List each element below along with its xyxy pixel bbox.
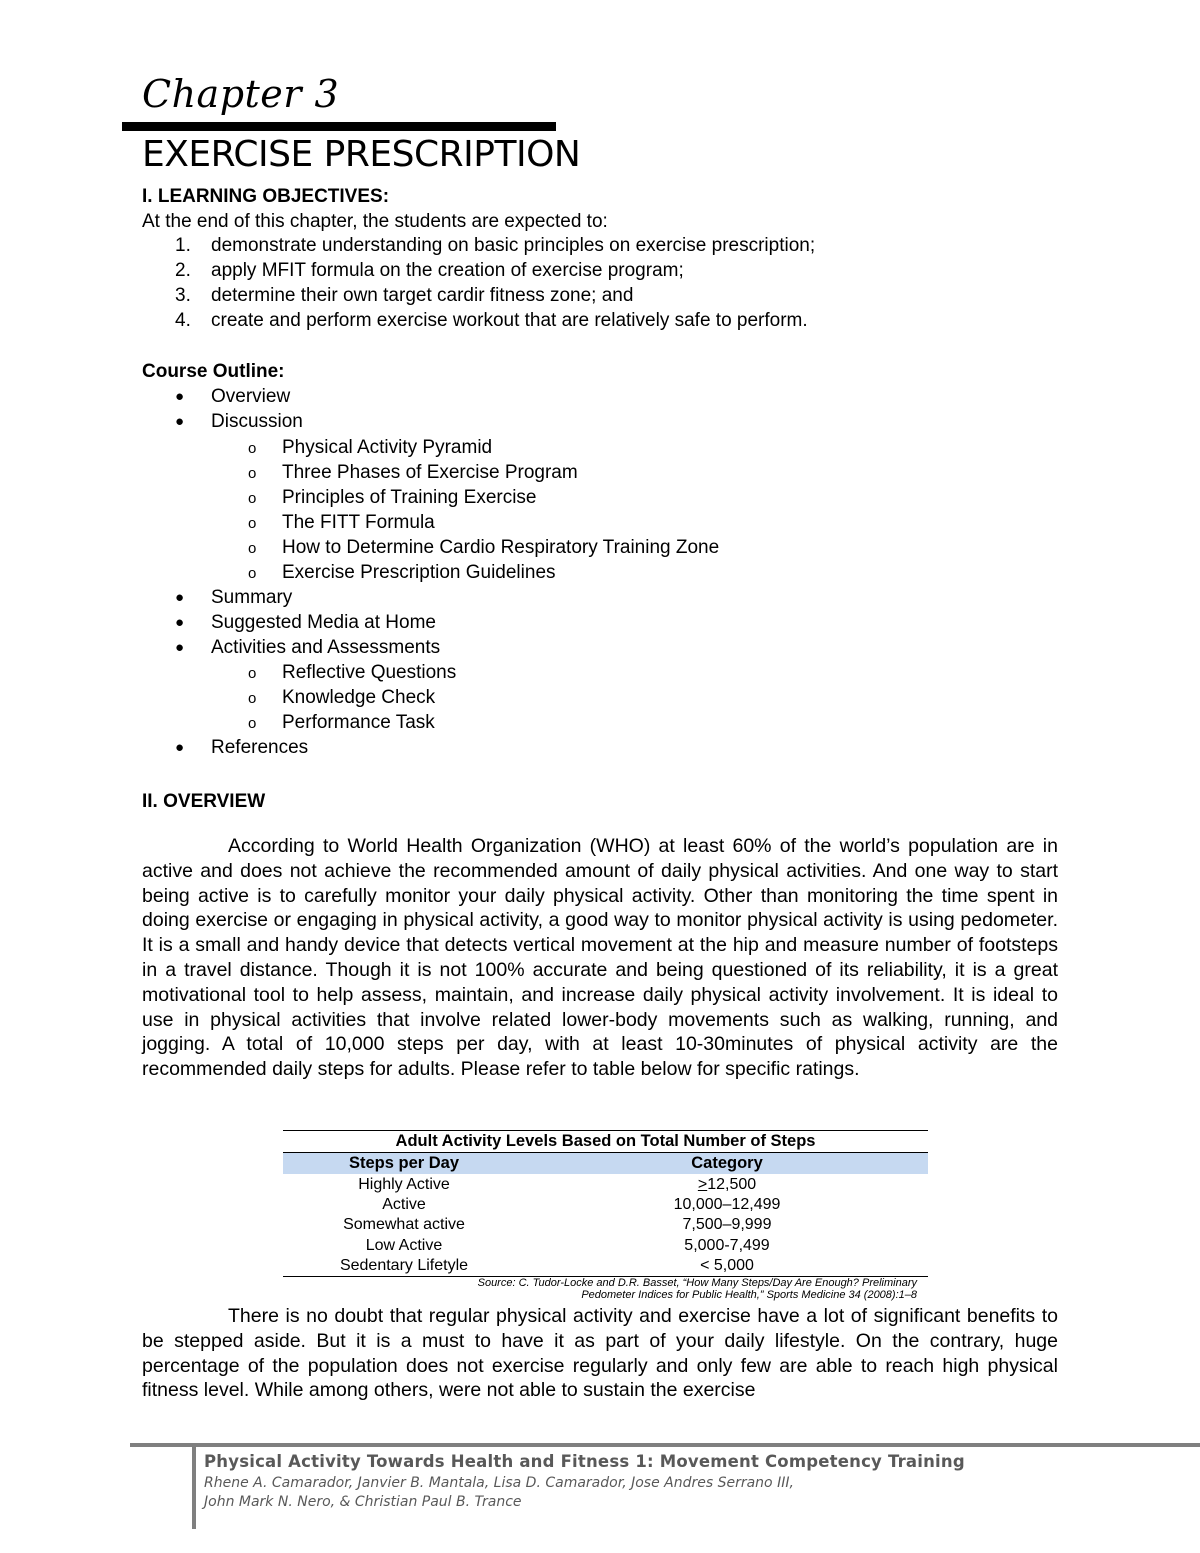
overview-paragraph: According to World Health Organization (WHO) at least 60% of the world’s population are in active and does not achieve the recommended amount of daily physical activities. And one way to start being active is to carefully monitor your daily physical activity. Other than monitoring the time spent in doing exercise or engaging in physical activity, a good way to monitor physical activity is using pedometer. It is a small and handy device that detects vertical movement at the hip and measure number of footsteps in a travel distance. Though it is not 100% accurate and being questioned of its reliability, it is a great motivational tool to help assess, maintain, and increase daily physical activity involvement. It is ideal to use in physical activities that involve related lower-body movements such as walking, running, and jogging. A total of 10,000 steps per day, with at least 10-30minutes of physical activity are the recommended daily steps for adults. Please refer to table below for specific ratings.	[142, 835, 1058, 1081]
table-cell: Low Active	[365, 1236, 443, 1254]
circle-bullet-icon: o	[248, 539, 257, 557]
objective-item: 3. determine their own target cardir fitness zone; and	[175, 285, 634, 306]
course-outline-list	[142, 384, 719, 761]
objective-item: 1. demonstrate understanding on basic principles on exercise prescription;	[175, 235, 816, 256]
outline-subitem: o The FITT Formula	[142, 510, 719, 535]
circle-bullet-icon: o	[248, 514, 257, 532]
footer-authors: Rhene A. Camarador, Janvier B. Mantala, Lisa D. Camarador, Jose Andres Serrano III, John Mark N. Nero, & Christian Paul B. Trance	[204, 1475, 794, 1510]
table-source-note: Source: C. Tudor-Locke and D.R. Basset, “How Many Steps/Day Are Enough? Preliminary Pedometer Indices for Public Health,” Sports Medicine 34 (2008):1–8	[477, 1277, 917, 1301]
outline-subitem: o Knowledge Check	[142, 685, 719, 710]
outline-item: ● Summary	[142, 585, 719, 610]
table-row	[283, 1236, 928, 1256]
circle-bullet-icon: o	[248, 564, 257, 582]
bullet-icon: ●	[175, 388, 185, 405]
outline-item: ● References	[142, 735, 719, 760]
table-cell: >12,500	[697, 1176, 757, 1193]
circle-bullet-icon: o	[248, 439, 257, 457]
objectives-list	[142, 233, 815, 333]
overview-heading: II. OVERVIEW	[142, 791, 266, 812]
objectives-heading: I. LEARNING OBJECTIVES:	[142, 186, 390, 207]
circle-bullet-icon: o	[248, 690, 257, 708]
footer-rule	[130, 1443, 1200, 1447]
table-row	[283, 1175, 928, 1195]
table-cell: Somewhat active	[343, 1216, 465, 1234]
table-body	[283, 1175, 928, 1276]
table-header-cell: Category	[691, 1154, 763, 1172]
circle-bullet-icon: o	[248, 715, 257, 733]
table-cell: Highly Active	[358, 1176, 450, 1193]
circle-bullet-icon: o	[248, 489, 257, 507]
bullet-icon: ●	[175, 413, 185, 431]
outline-item: ● Overview	[142, 384, 719, 409]
outline-subitem: o Reflective Questions	[142, 660, 719, 685]
table-cell: 10,000–12,499	[673, 1196, 781, 1214]
outline-subitem: o Three Phases of Exercise Program	[142, 460, 719, 485]
bullet-icon: ●	[175, 588, 185, 606]
table-cell: Active	[382, 1196, 426, 1214]
overview-paragraph-2: There is no doubt that regular physical activity and exercise have a lot of significant benefits to be stepped aside. But it is a must to have it as part of your daily lifestyle. On the contrary, huge percentage of the population does not exercise regularly and only few are able to reach high physical fitness level. While among others, were not able to sustain the exercise	[142, 1305, 1058, 1402]
objective-item: 2. apply MFIT formula on the creation of exercise program;	[175, 260, 684, 281]
circle-bullet-icon: o	[248, 464, 257, 482]
table-title: Adult Activity Levels Based on Total Number of Steps	[395, 1132, 816, 1150]
footer-vertical-rule	[192, 1445, 196, 1529]
table-cell: < 5,000	[700, 1256, 754, 1274]
objective-item: 4. create and perform exercise workout that are relatively safe to perform.	[175, 310, 808, 331]
table-cell: Sedentary Lifetyle	[339, 1256, 469, 1274]
chapter-rule	[122, 122, 556, 131]
outline-item: ● Discussion	[142, 409, 719, 434]
circle-bullet-icon: o	[248, 665, 257, 683]
table-row	[283, 1195, 928, 1215]
outline-item: ● Suggested Media at Home	[142, 610, 719, 635]
page-title: EXERCISE PRESCRIPTION	[142, 134, 581, 175]
table-row	[283, 1256, 928, 1276]
outline-subitem: o Exercise Prescription Guidelines	[142, 560, 719, 585]
table-cell: 5,000-7,499	[684, 1236, 770, 1254]
outline-subitem: o Performance Task	[142, 710, 719, 735]
outline-heading: Course Outline:	[142, 361, 285, 382]
table-header-cell: Steps per Day	[348, 1154, 460, 1172]
outline-subitem: o How to Determine Cardio Respiratory Training Zone	[142, 535, 719, 560]
bullet-icon: ●	[175, 639, 185, 657]
table-header-row	[283, 1152, 928, 1174]
chapter-label: Chapter 3	[142, 72, 340, 116]
bullet-icon: ●	[175, 739, 185, 757]
objectives-intro: At the end of this chapter, the students are expected to:	[142, 211, 608, 232]
outline-subitem: o Physical Activity Pyramid	[142, 435, 719, 460]
table-cell: 7,500–9,999	[682, 1216, 772, 1234]
outline-subitem: o Principles of Training Exercise	[142, 485, 719, 510]
table-row	[283, 1215, 928, 1235]
outline-item: ● Activities and Assessments	[142, 635, 719, 660]
footer-book-title: Physical Activity Towards Health and Fitness 1: Movement Competency Training	[204, 1452, 965, 1471]
bullet-icon: ●	[175, 613, 185, 631]
